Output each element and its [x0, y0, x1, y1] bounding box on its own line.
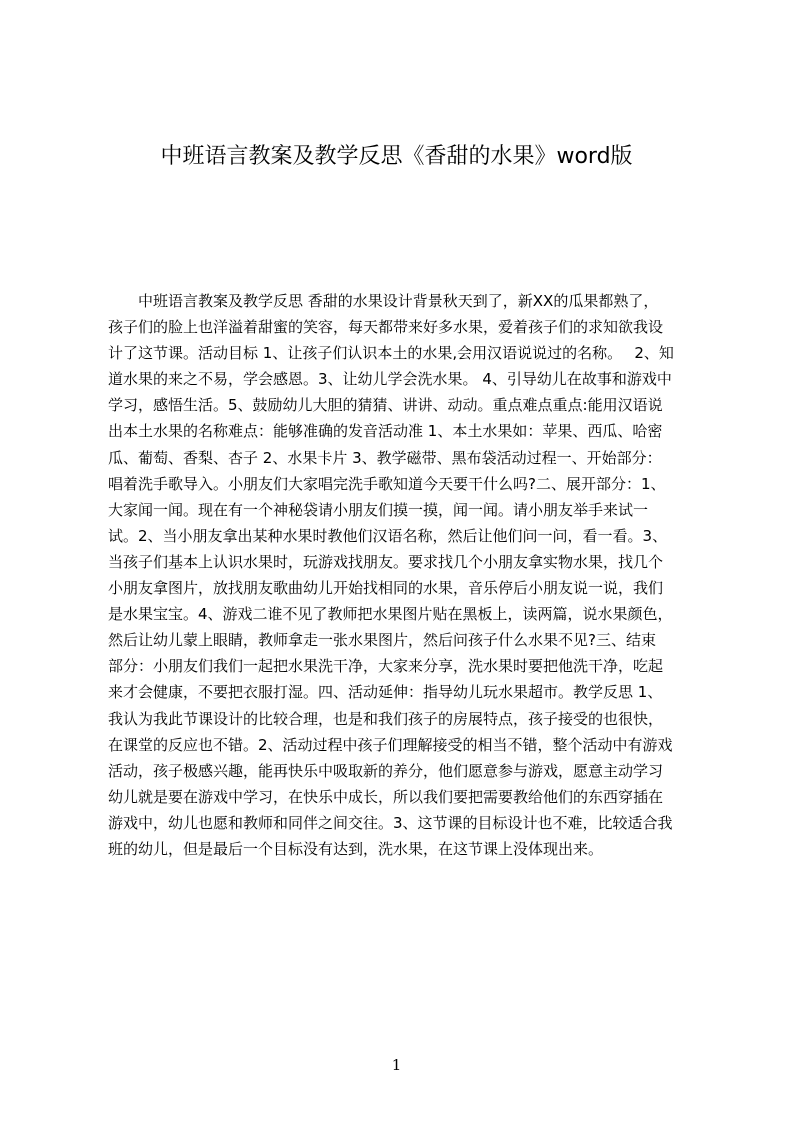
body-line: 当孩子们基本上认识水果时，玩游戏找朋友。要求找几个小朋友拿实物水果，找几个: [108, 552, 664, 571]
body-line: 部分：小朋友们我们一起把水果洗干净，大家来分享，洗水果时要把他洗干净，吃起: [108, 657, 664, 676]
body-line: 唱着洗手歌导入。小朋友们大家唱完洗手歌知道今天要干什么吗?二、展开部分：1、: [108, 474, 666, 493]
body-line: 道水果的来之不易，学会感恩。3、让幼儿学会洗水果。 4、引导幼儿在故事和游戏中: [108, 370, 672, 389]
body-line: 大家闻一闻。现在有一个神秘袋请小朋友们摸一摸，闻一闻。请小朋友举手来试一: [108, 500, 649, 519]
body-line: 班的幼儿，但是最后一个目标没有达到，洗水果，在这节课上没体现出来。: [108, 839, 604, 858]
body-line: 来才会健康，不要把衣服打湿。四、活动延伸：指导幼儿玩水果超市。教学反思 1、: [108, 683, 663, 702]
body-line: 出本土水果的名称难点：能够准确的发音活动准 1、本土水果如：苹果、西瓜、哈密: [108, 422, 663, 441]
body-line: 小朋友拿图片，放找朋友歌曲幼儿开始找相同的水果，音乐停后小朋友说一说，我们: [108, 579, 664, 598]
body-line: 我认为我此节课设计的比较合理，也是和我们孩子的房展特点，孩子接受的也很快，: [108, 709, 664, 728]
body-line: 计了这节课。活动目标 1、让孩子们认识本土的水果,会用汉语说说过的名称。 2、知: [108, 344, 674, 363]
body-line: 孩子们的脸上也洋溢着甜蜜的笑容，每天都带来好多水果，爱着孩子们的求知欲我设: [108, 318, 664, 337]
body-line: 然后让幼儿蒙上眼睛，教师拿走一张水果图片，然后问孩子什么水果不见?三、结束: [108, 631, 656, 650]
body-line: 在课堂的反应也不错。2、活动过程中孩子们理解接受的相当不错，整个活动中有游戏: [108, 735, 673, 754]
document-body: [108, 288, 698, 862]
body-line: 瓜、葡萄、香梨、杏子 2、水果卡片 3、教学磁带、黑布袋活动过程一、开始部分：: [108, 448, 662, 467]
body-line: 幼儿就是要在游戏中学习，在快乐中成长，所以我们要把需要教给他们的东西穿插在: [108, 787, 664, 806]
document-title: 中班语言教案及教学反思《香甜的水果》word版: [160, 144, 633, 169]
body-line: 试。2、当小朋友拿出某种水果时教他们汉语名称，然后让他们问一问，看一看。3、: [108, 526, 668, 545]
body-line: 中班语言教案及教学反思 香甜的水果设计背景秋天到了，新XX的瓜果都熟了，: [108, 292, 659, 310]
body-line: 是水果宝宝。4、游戏二谁不见了教师把水果图片贴在黑板上，读两篇，说水果颜色，: [108, 605, 673, 624]
body-line: 学习，感悟生活。5、鼓励幼儿大胆的猜猜、讲讲、动动。重点难点重点:能用汉语说: [108, 396, 663, 415]
page-number: 1: [391, 1056, 402, 1074]
body-line: 游戏中，幼儿也愿和教师和同伴之间交往。3、这节课的目标设计也不难，比较适合我: [108, 813, 673, 832]
body-line: 活动，孩子极感兴趣，能再快乐中吸取新的养分，他们愿意参与游戏，愿意主动学习: [108, 761, 664, 780]
